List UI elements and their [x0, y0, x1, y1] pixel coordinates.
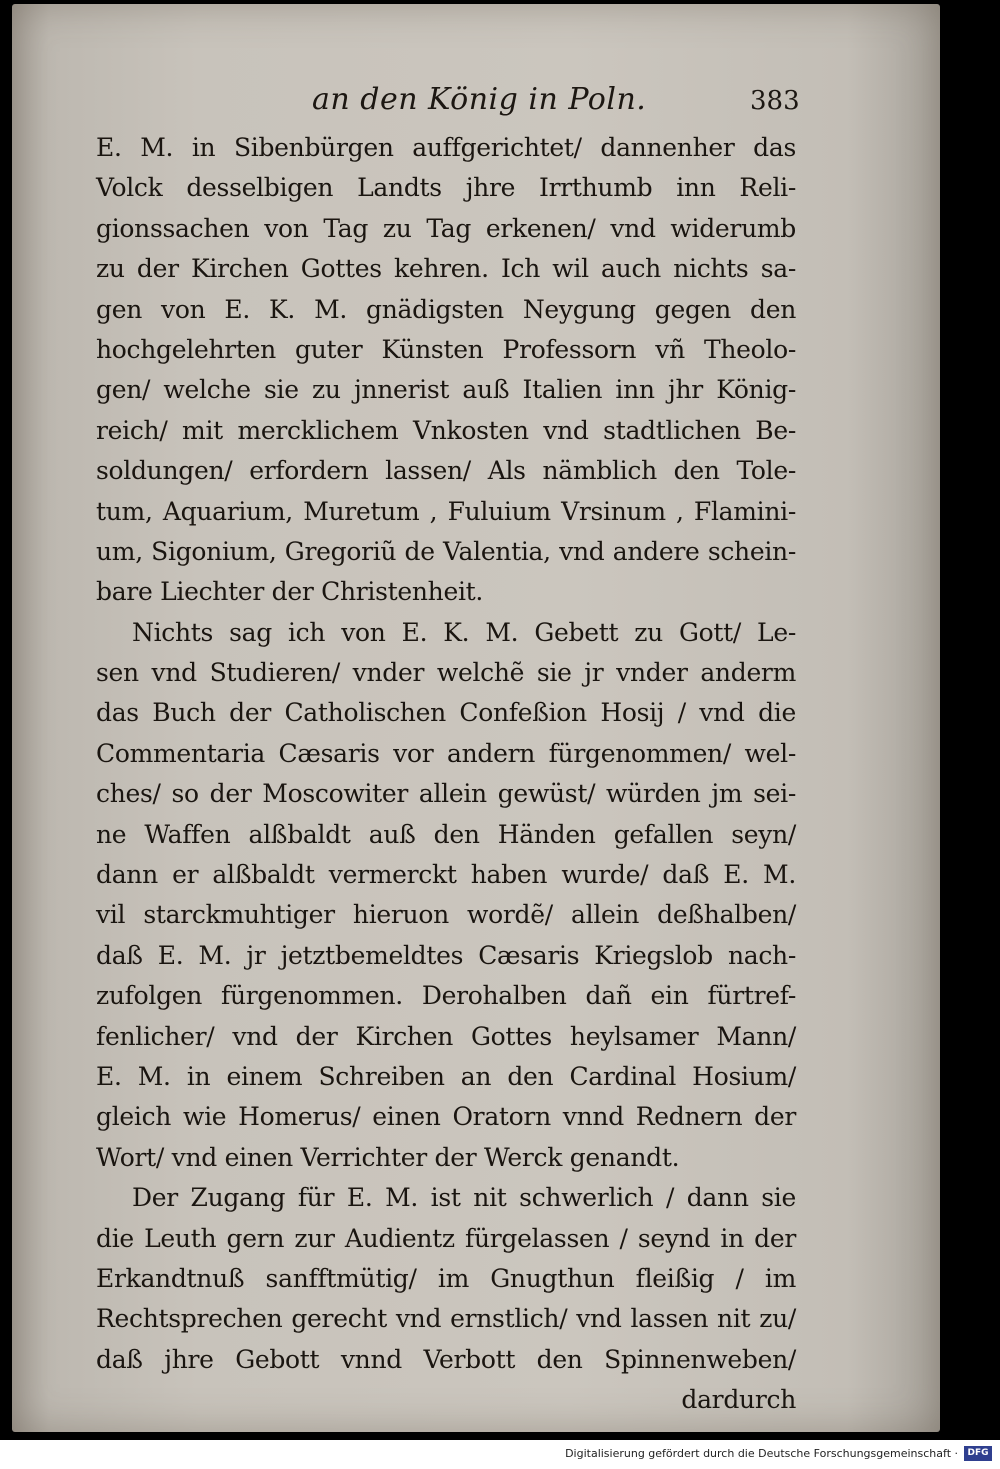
text-line: tum, Aquarium, Muretum , Fuluium Vrsinum , Flamini- [96, 496, 796, 526]
text-line: gionssachen von Tag zu Tag erkenen/ vnd widerumb [96, 213, 796, 243]
catchword: dardurch [681, 1385, 796, 1415]
text-line: Der Zugang für E. M. ist nit schwerlich / dann sie [132, 1183, 796, 1213]
text-line: die Leuth gern zur Audientz fürgelassen / seynd in der [96, 1223, 796, 1253]
book-page [12, 4, 940, 1432]
text-line: vil starckmuhtiger hieruon wordẽ/ allein deßhalben/ [96, 900, 796, 930]
text-line: das Buch der Catholischen Confeßion Hosij / vnd die [96, 698, 796, 728]
text-line: gleich wie Homerus/ einen Oratorn vnnd Rednern der [96, 1102, 796, 1132]
text-line: Wort/ vnd einen Verrichter der Werck genandt. [96, 1142, 680, 1172]
text-line: Volck desselbigen Landts jhre Irrthumb inn Reli- [96, 173, 796, 203]
text-line: gen/ welche sie zu jnnerist auß Italien inn jhr König- [96, 375, 796, 405]
text-line: Commentaria Cæsaris vor andern fürgenommen/ wel- [96, 738, 796, 768]
text-line: Erkandtnuß sanfftmütig/ im Gnugthun fleißig / im [96, 1263, 796, 1293]
text-line: Nichts sag ich von E. K. M. Gebett zu Gott/ Le- [132, 617, 796, 647]
running-head: an den König in Poln. [312, 82, 647, 117]
body-text [96, 128, 796, 1421]
text-line: reich/ mit mercklichem Vnkosten vnd stadtlichen Be- [96, 415, 796, 445]
text-line: soldungen/ erfordern lassen/ Als nämblich den Tole- [96, 456, 796, 486]
text-line: dann er alßbaldt vermerckt haben wurde/ daß E. M. [96, 860, 796, 890]
text-line: E. M. in einem Schreiben an den Cardinal Hosium/ [96, 1061, 796, 1091]
text-line: hochgelehrten guter Künsten Professorn vñ Theolo- [96, 334, 796, 364]
text-line: bare Liechter der Christenheit. [96, 577, 484, 607]
funding-credit: Digitalisierung gefördert durch die Deutsche Forschungsgemeinschaft · [565, 1447, 958, 1460]
text-line: ne Waffen alßbaldt auß den Händen gefallen seyn/ [96, 819, 796, 849]
dfg-logo: DFG [964, 1446, 992, 1461]
text-line: daß E. M. jr jetztbemeldtes Cæsaris Kriegslob nach- [96, 940, 796, 970]
text-line: E. M. in Sibenbürgen auffgerichtet/ dannenher das [96, 133, 796, 162]
text-line: gen von E. K. M. gnädigsten Neygung gegen den [96, 294, 796, 324]
text-line: um, Sigonium, Gregoriũ de Valentia, vnd andere schein- [96, 536, 796, 566]
text-line: zufolgen fürgenommen. Derohalben dañ ein fürtref- [96, 981, 796, 1011]
text-line: ches/ so der Moscowiter allein gewüst/ würden jm sei- [96, 779, 796, 809]
text-line: sen vnd Studieren/ vnder welchẽ sie jr vnder anderm [96, 658, 796, 688]
text-line: fenlicher/ vnd der Kirchen Gottes heylsamer Mann/ [96, 1021, 796, 1051]
text-line: Rechtsprechen gerecht vnd ernstlich/ vnd lassen nit zu/ [96, 1304, 796, 1334]
footer-bar [0, 1440, 1000, 1469]
text-line: daß jhre Gebott vnnd Verbott den Spinnenweben/ [96, 1344, 796, 1374]
page-number: 383 [750, 86, 800, 116]
text-line: zu der Kirchen Gottes kehren. Ich wil auch nichts sa- [96, 254, 796, 284]
